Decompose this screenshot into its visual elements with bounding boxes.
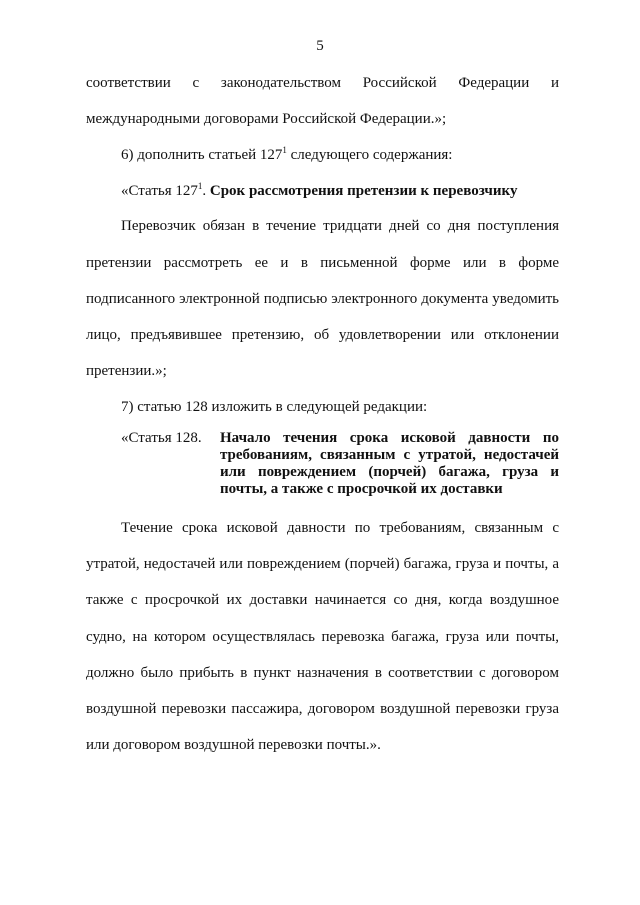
item-text: следующего содержания: <box>286 147 453 163</box>
article-title-line: требованиям, связанным с утратой, недостачей <box>220 447 559 463</box>
article-title-line: Начало течения срока исковой давности по <box>220 430 559 446</box>
paragraph-line: международными договорами Российской Федерации.»; <box>86 111 447 127</box>
article-127-1-heading <box>121 182 559 200</box>
article-label: «Статья 128. <box>121 430 202 446</box>
paragraph-line: или договором воздушной перевозки почты.». <box>86 737 381 753</box>
article-label-dot: . <box>202 183 210 199</box>
paragraph-line: Перевозчик обязан в течение тридцати дней со дня поступления <box>121 218 559 234</box>
paragraph-line: претензии.»; <box>86 363 167 379</box>
paragraph-line: утратой, недостачей или повреждением (порчей) багажа, груза и почты, а <box>86 556 559 572</box>
paragraph-line: Течение срока исковой давности по требованиям, связанным с <box>121 520 559 536</box>
superscript: 1 <box>197 181 203 191</box>
article-title-line: почты, а также с просрочкой их доставки <box>220 481 503 497</box>
article-title: Срок рассмотрения претензии к перевозчику <box>209 183 518 199</box>
article-label: «Статья 127 <box>121 183 198 199</box>
paragraph-line: подписанного электронной подписью электронного документа уведомить <box>86 291 559 307</box>
superscript: 1 <box>282 145 287 155</box>
amendment-item-7: 7) статью 128 изложить в следующей редакции: <box>121 399 428 415</box>
paragraph-line: претензии рассмотреть ее и в письменной форме или в форме <box>86 255 559 271</box>
paragraph-line: воздушной перевозки пассажира, договором воздушной перевозки груза <box>86 701 559 717</box>
paragraph-line: должно было прибыть в пункт назначения в соответствии с договором <box>86 665 559 681</box>
paragraph-line: соответствии с законодательством Российской Федерации и <box>86 75 559 91</box>
paragraph-line: судно, на котором осуществлялась перевозка багажа, груза или почты, <box>86 629 559 645</box>
paragraph-line: лицо, предъявившее претензию, об удовлетворении или отклонении <box>86 327 559 343</box>
page-number: 5 <box>316 38 324 54</box>
item-text: 6) дополнить статьей 127 <box>121 147 283 163</box>
article-title <box>220 430 559 498</box>
amendment-item-6 <box>121 146 559 164</box>
paragraph-line: также с просрочкой их доставки начинается со дня, когда воздушное <box>86 592 559 608</box>
article-title-line: или повреждением (порчей) багажа, груза и <box>220 464 559 480</box>
